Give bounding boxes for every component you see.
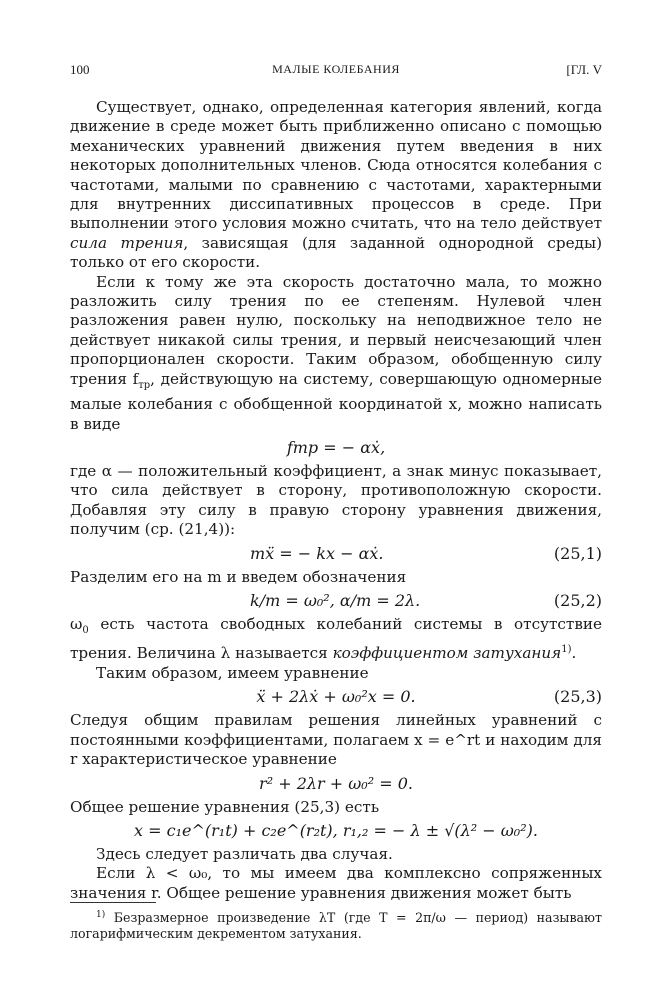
paragraph-9: Здесь следует различать два случая. — [96, 844, 393, 863]
term-damping-coefficient: коэффициентом затухания — [332, 644, 562, 663]
page-body — [70, 98, 602, 903]
paragraph-8: Общее решение уравнения (25,3) есть — [70, 797, 380, 816]
footnote-ref: 1) — [561, 644, 572, 656]
paragraph-2: Если к тому же эта скорость достаточно мала, то можно разложить силу трения по ее степеням. Нулевой член разложения равен нулю, поскольку на неподвижное тело не действует никакой силы трения, и первый неисчезающий член пропорционален скорости. Таким образом, обобщенную силу трения $f_{тр}$, действующую на систему, совершающую одномерные малые колебания с обобщенной координатой x, можно написать в виде — [70, 272, 603, 433]
term-friction-force: сила трения — [70, 233, 184, 252]
paragraph-1: Существует, однако, определенная категория явлений, когда движение в среде может быть приближенно описано с помощью механических уравнений движения путем введения в них некоторых дополнительных членов. Сюда относятся колебания с частотами, малыми по сравнению с частотами, характерными для внутренних диссипативных процессов в среде. При выполнении этого условия можно считать, что на тело действует сила трения, зависящая (для заданной однородной среды) только от его скорости. — [70, 98, 602, 272]
equation-characteristic: r² + 2λr + ω₀² = 0. — [259, 773, 413, 793]
equation-25-2: k/m = ω₀², α/m = 2λ. (25,2) — [70, 587, 602, 615]
footnote-mark: 1) — [96, 910, 106, 920]
equation-25-1: mẍ = − kx − αẋ. (25,1) — [70, 540, 602, 568]
chapter-label: [ГЛ. V — [566, 62, 602, 77]
equation-number: (25,2) — [553, 590, 602, 610]
footnote — [70, 902, 602, 942]
paragraph-5: $\omega_0$ есть частота свободных колебаний системы в отсутствие трения. Величина λ называется коэффициентом затухания$^{1)}$. — [70, 614, 602, 663]
page — [70, 62, 602, 903]
running-title: МАЛЫЕ КОЛЕБАНИЯ — [272, 62, 400, 76]
page-number: 100 — [70, 62, 90, 77]
equation-number: (25,3) — [553, 687, 602, 707]
equation-number: (25,1) — [553, 543, 602, 563]
footnote-text: Безразмерное произведение λT (где T = 2π/ω — период) называют логарифмическим декрементом затухания. — [70, 910, 602, 942]
running-head — [70, 62, 602, 84]
equation-friction: fтр = − αẋ, — [286, 437, 386, 457]
paragraph-10: Если λ < ω₀, то мы имеем два комплексно сопряженных значения r. Общее решение уравнения движения может быть — [70, 864, 602, 902]
equation-general-solution: x = c₁e^(r₁t) + c₂e^(r₂t), r₁,₂ = − λ ± √(λ² − ω₀²). — [134, 820, 538, 840]
paragraph-4: Разделим его на m и введем обозначения — [70, 567, 407, 586]
footnote-rule — [70, 902, 156, 903]
paragraph-3: где α — положительный коэффициент, а знак минус показывает, что сила действует в сторону, противоположную скорости. Добавляя эту силу в правую сторону уравнения движения, получим (ср. (21,4)): — [70, 461, 602, 539]
paragraph-6: Таким образом, имеем уравнение — [96, 663, 369, 682]
paragraph-7: Следуя общим правилам решения линейных уравнений с постоянными коэффициентами, полагаем x = e^rt и находим для r характеристическое уравнение — [70, 711, 602, 769]
equation-25-3: ẍ + 2λẋ + ω₀²x = 0. (25,3) — [70, 683, 602, 711]
